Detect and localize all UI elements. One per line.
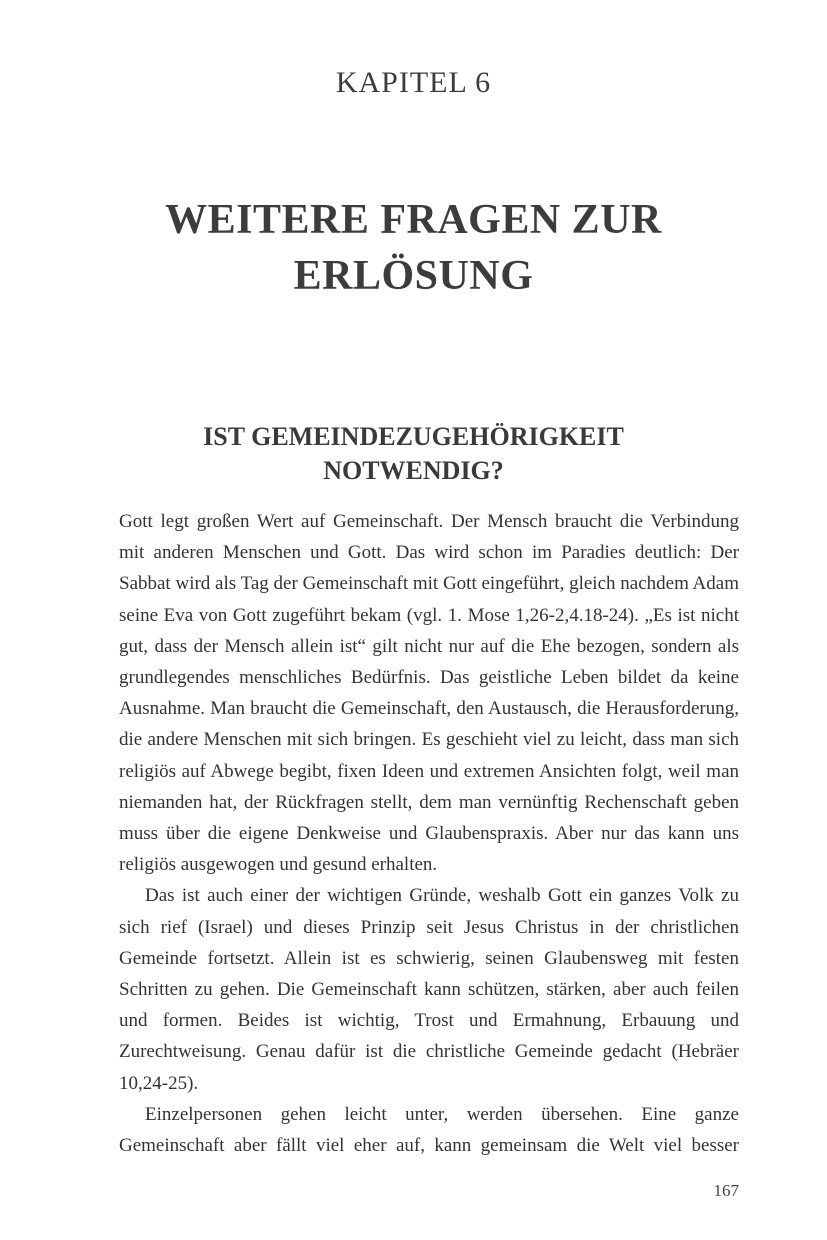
chapter-title-line-2: ERLÖSUNG [293,253,534,299]
paragraph-3: Einzelpersonen gehen leicht unter, werden übersehen. Eine ganze Gemeinschaft aber fällt viel eher auf, kann gemeinsam die Welt viel besser [119,1103,739,1157]
section-title [120,420,707,488]
chapter-title-line-1: WEITERE FRAGEN ZUR [165,197,662,243]
section-title-line-1: IST GEMEINDEZUGEHÖRIGKEIT [203,422,624,451]
chapter-title [100,192,727,304]
paragraph-2: Das ist auch einer der wichtigen Gründe, weshalb Gott ein ganzes Volk zu sich rief (Israel) und dieses Prinzip seit Jesus Christus in der christlichen Gemeinde fortsetzt. Allein ist es schwierig, seinen Glaubensweg mit festen Schritten zu gehen. Die Gemeinschaft kann schützen, stärken, aber auch feilen und formen. Beides ist wichtig, Trost und Ermahnung, Erbauung und Zurechtweisung. Genau dafür ist die christliche Gemeinde gedacht (Hebräer 10,24-25). [119,885,739,1094]
paragraph-1: Gott legt großen Wert auf Gemeinschaft. Der Mensch braucht die Verbindung mit anderen Menschen und Gott. Das wird schon im Paradies deutlich: Der Sabbat wird als Tag der Gemeinschaft mit Gott eingeführt, gleich nachdem Adam seine Eva von Gott zugeführt bekam (vgl. 1. Mose 1,26-2,4.18-24). „Es ist nicht gut, dass der Mensch allein ist“ gilt nicht nur auf die Ehe bezogen, sondern als grundlegendes menschliches Bedürfnis. Das geistliche Leben bildet da keine Ausnahme. Man braucht die Gemeinschaft, den Austausch, die Herausforderung, die andere Menschen mit sich bringen. Es geschieht viel zu leicht, dass man sich religiös auf Abwege begibt, fixen Ideen und extremen Ansichten folgt, weil man niemanden hat, der Rückfragen stellt, dem man vernünftig Rechenschaft geben muss über die eigene Denkweise und Glaubenspraxis. Aber nur das kann uns religiös ausgewogen und gesund erhalten. [119,511,739,876]
page-number: 167 [713,1181,739,1200]
body-text [119,506,739,1161]
chapter-label: KAPITEL 6 [335,66,492,99]
section-title-line-2: NOTWENDIG? [323,456,504,485]
